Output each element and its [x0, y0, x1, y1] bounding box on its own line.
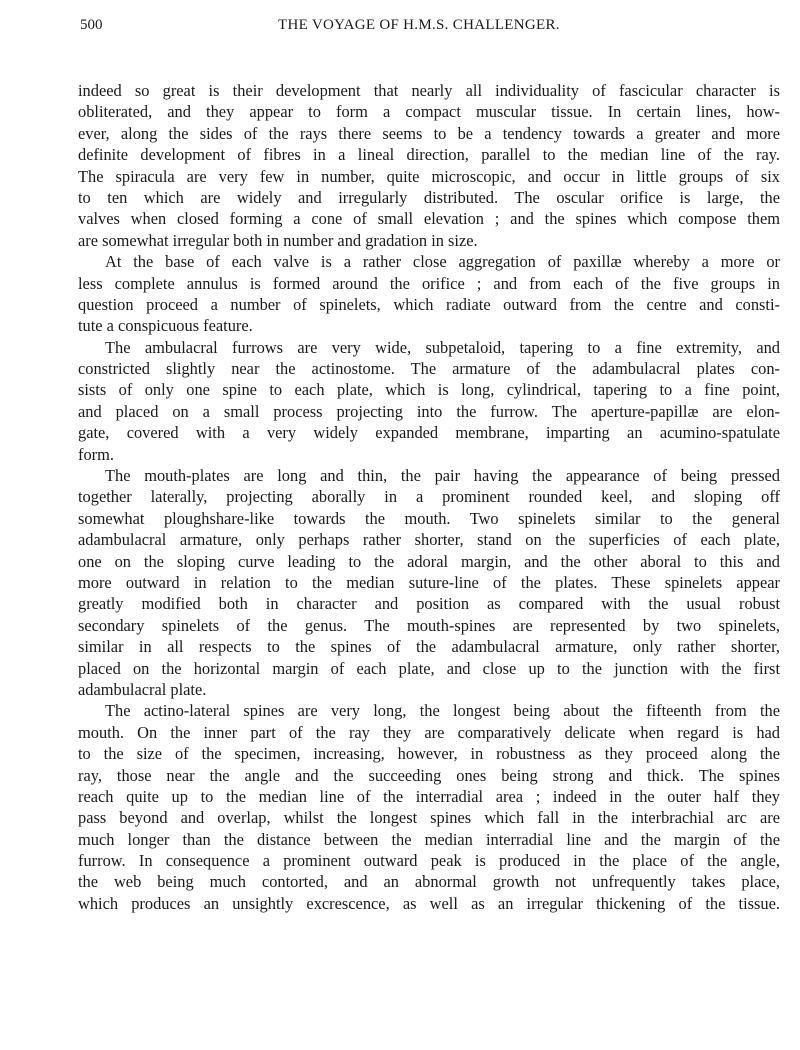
- text-line: definite development of fibres in a lineal direction, parallel to the median line of the ray.: [78, 145, 780, 165]
- text-line: are somewhat irregular both in number and gradation in size.: [78, 230, 478, 250]
- text-line: The mouth-plates are long and thin, the pair having the appearance of being pressed: [105, 466, 780, 486]
- text-line: to the size of the specimen, increasing, however, in robustness as they proceed along the: [78, 744, 780, 764]
- text-line: At the base of each valve is a rather close aggregation of paxillæ whereby a more or: [105, 252, 780, 272]
- text-line: secondary spinelets of the genus. The mouth-spines are represented by two spinelets,: [78, 615, 780, 635]
- paragraph: [78, 251, 780, 337]
- text-line: greatly modified both in character and position as compared with the usual robust: [78, 594, 780, 614]
- page-header: [78, 17, 780, 39]
- text-line: ray, those near the angle and the succeeding ones being strong and thick. The spines: [78, 765, 780, 785]
- text-line: placed on the horizontal margin of each plate, and close up to the junction with the first: [78, 658, 780, 678]
- text-line: The actino-lateral spines are very long, the longest being about the fifteenth from the: [105, 701, 780, 721]
- text-line: similar in all respects to the spines of the adambulacral armature, only rather shorter,: [78, 637, 780, 657]
- text-line: adambulacral armature, only perhaps rather shorter, stand on the superficies of each plate,: [78, 530, 780, 550]
- text-line: question proceed a number of spinelets, which radiate outward from the centre and consti-: [78, 294, 780, 314]
- paragraph: [78, 465, 780, 700]
- text-line: valves when closed forming a cone of small elevation ; and the spines which compose them: [78, 209, 780, 229]
- text-line: sists of only one spine to each plate, which is long, cylindrical, tapering to a fine point,: [78, 380, 780, 400]
- text-line: form.: [78, 444, 114, 464]
- text-line: somewhat ploughshare-like towards the mouth. Two spinelets similar to the general: [78, 508, 780, 528]
- text-line: together laterally, projecting aborally in a prominent rounded keel, and sloping off: [78, 487, 780, 507]
- page-body: [78, 80, 780, 914]
- text-line: mouth. On the inner part of the ray they are comparatively delicate when regard is had: [78, 722, 780, 742]
- text-line: the web being much contorted, and an abnormal growth not unfrequently takes place,: [78, 872, 780, 892]
- text-line: constricted slightly near the actinostome. The armature of the adambulacral plates con-: [78, 359, 780, 379]
- text-line: which produces an unsightly excrescence, as well as an irregular thickening of the tissue.: [78, 893, 780, 913]
- text-line: indeed so great is their development that nearly all individuality of fascicular character is: [78, 81, 780, 100]
- text-line: ever, along the sides of the rays there seems to be a tendency towards a greater and more: [78, 123, 780, 143]
- running-title: THE VOYAGE OF H.M.S. CHALLENGER.: [278, 17, 560, 33]
- text-line: more outward in relation to the median suture-line of the plates. These spinelets appear: [78, 572, 780, 592]
- text-line: less complete annulus is formed around the orifice ; and from each of the five groups in: [78, 273, 780, 293]
- paragraph: [78, 700, 780, 914]
- text-line: tute a conspicuous feature.: [78, 316, 253, 336]
- text-line: pass beyond and overlap, whilst the longest spines which fall in the interbrachial arc are: [78, 808, 780, 828]
- text-line: The ambulacral furrows are very wide, subpetaloid, tapering to a fine extremity, and: [105, 337, 780, 357]
- text-line: one on the sloping curve leading to the adoral margin, and the other aboral to this and: [78, 551, 780, 571]
- paragraph: [78, 337, 780, 465]
- text-line: furrow. In consequence a prominent outward peak is produced in the place of the angle,: [78, 851, 780, 871]
- page-number: 500: [80, 17, 103, 33]
- text-line: much longer than the distance between the median interradial line and the margin of the: [78, 829, 780, 849]
- text-line: reach quite up to the median line of the interradial area ; indeed in the outer half they: [78, 786, 780, 806]
- text-line: adambulacral plate.: [78, 679, 207, 699]
- text-line: The spiracula are very few in number, quite microscopic, and occur in little groups of six: [78, 166, 780, 186]
- text-line: gate, covered with a very widely expanded membrane, imparting an acumino-spatulate: [78, 423, 780, 443]
- paragraph: [78, 80, 780, 251]
- text-line: to ten which are widely and irregularly distributed. The oscular orifice is large, the: [78, 187, 780, 207]
- text-line: and placed on a small process projecting into the furrow. The aperture-papillæ are elon-: [78, 401, 780, 421]
- text-line: obliterated, and they appear to form a compact muscular tissue. In certain lines, how-: [78, 102, 780, 122]
